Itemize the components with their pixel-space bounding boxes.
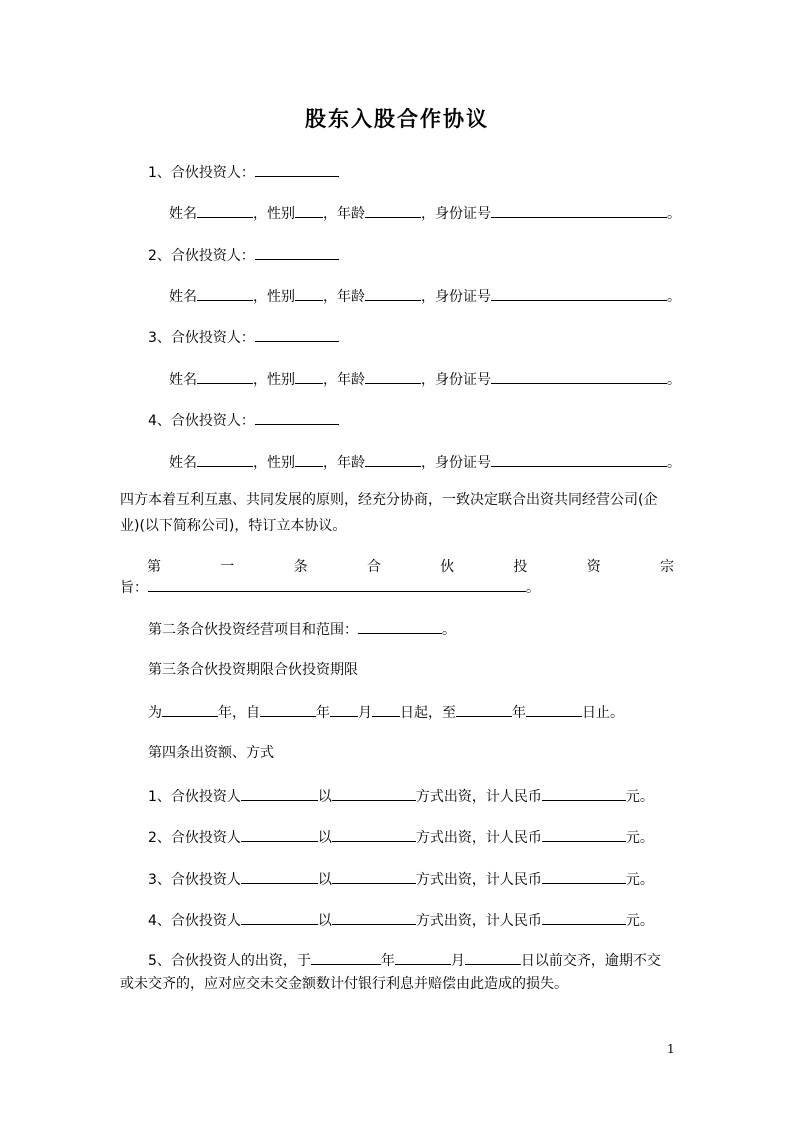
article-3-period: 为 年，自 年 月 日起，至 年 日止。 [148,702,624,723]
document-title: 股东入股合作协议 [305,106,489,131]
partner-3-details: 姓名 ，性别 ，年龄 ，身份证号 。 [169,369,681,390]
partner-2-details: 姓名 ，性别 ，年龄 ，身份证号 。 [169,286,681,307]
partner-1-header: 1、合伙投资人： [148,162,339,183]
page-number: 1 [667,1042,675,1056]
article-2: 第二条合伙投资经营项目和范围： 。 [148,619,456,640]
partner-1-details: 姓名 ，性别 ，年龄 ，身份证号 。 [169,203,681,224]
contribution-row-3: 3、合伙投资人 以 方式出资，计人民币 元。 [148,869,654,890]
article-1-heading: 第 一 条 合 伙 投 资 宗 [147,559,674,575]
article-3-title: 第三条合伙投资期限合伙投资期限 [148,662,358,678]
item-5-line-2: 或未交齐的，应对应交未交金额数计付银行利息并赔偿由此造成的损失。 [120,976,568,992]
partner-3-header: 3、合伙投资人： [148,327,339,348]
contribution-row-4: 4、合伙投资人 以 方式出资，计人民币 元。 [148,910,654,931]
article-4-title: 第四条出资额、方式 [148,745,274,761]
partner-4-header: 4、合伙投资人： [148,410,339,431]
partner-2-header: 2、合伙投资人： [148,245,339,266]
contribution-row-1: 1、合伙投资人 以 方式出资，计人民币 元。 [148,786,654,807]
intro-paragraph: 四方本着互利互惠、共同发展的原则，经充分协商，一致决定联合出资共同经营公司(企业)(以下简称公司)，特订立本协议。 [120,492,658,534]
partner-4-details: 姓名 ，性别 ，年龄 ，身份证号 。 [169,452,681,473]
item-5-line-1: 5、合伙投资人的出资，于 年 月 日以前交齐，逾期不交 [148,950,661,971]
contribution-row-2: 2、合伙投资人 以 方式出资，计人民币 元。 [148,827,654,848]
article-1-continuation: 旨： 。 [120,577,540,598]
